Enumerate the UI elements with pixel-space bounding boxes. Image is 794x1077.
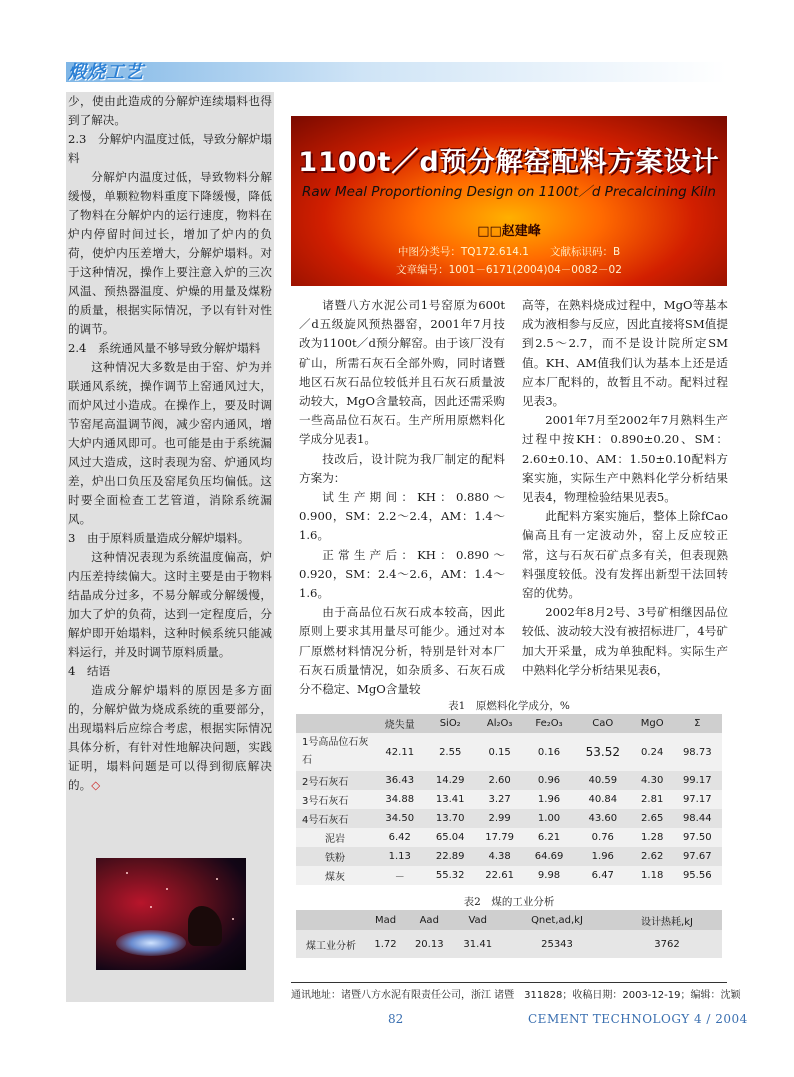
table-cell: 3762 [612,930,722,958]
table-header-cell: Fe₂O₃ [524,714,573,733]
sidebar-heading: 4 结语 [68,664,111,678]
sidebar-heading: 2.4 系统通风量不够导致分解炉塌料 [68,341,261,355]
table-cell: 泥岩 [296,828,374,847]
table-cell: 2.60 [475,771,524,790]
table-cell: 3号石灰石 [296,790,374,809]
table-cell: 1.00 [524,809,573,828]
table-cell: 13.70 [425,809,474,828]
table-row [296,847,722,866]
table-cell: 2.99 [475,809,524,828]
table-row [296,809,722,828]
table-cell: 2.62 [632,847,673,866]
table-cell: 20.13 [405,930,453,958]
table1 [296,714,722,885]
table-cell: 98.44 [673,809,722,828]
table-cell: 0.16 [524,733,573,771]
sidebar-heading: 3 由于原料质量造成分解炉塌料。 [68,531,250,545]
table-row [296,733,722,771]
table-cell: 43.60 [574,809,632,828]
table-cell: 0.24 [632,733,673,771]
table-cell: 1.28 [632,828,673,847]
star [166,888,168,890]
rock-silhouette [188,906,222,946]
table-cell: 6.42 [374,828,425,847]
body-paragraph: 2002年8月2号、3号矿相继因品位较低、波动较大没有被招标进厂，4号矿加大开采量，成为单独配料。实际生产中熟料化学分析结果见表6， [522,605,728,677]
table-cell: 2.65 [632,809,673,828]
star [150,906,152,908]
body-paragraph: 此配料方案实施后，整体上除fCao偏高且有一定波动外，窑上反应较正常，这与石灰石矿点多有关，但表现熟料强度较低。没有发挥出新型干法回转窑的优势。 [522,509,728,601]
table-cell: 煤灰 [296,866,374,885]
sidebar-paragraph [68,681,272,795]
table-cell: 95.56 [673,866,722,885]
table-cell: 55.32 [425,866,474,885]
decorative-photo [96,858,246,970]
table-row [296,866,722,885]
table-cell: 3.27 [475,790,524,809]
table-header-cell: Al₂O₃ [475,714,524,733]
sidebar-paragraph: 这种情况表现为系统温度偏高，炉内压差持续偏大。这时主要是由于物料结晶成分过多，不易分解或分解缓慢，加大了炉的负荷，达到一定程度后，分解炉即开始塌料，这种时候系统只能减料运行，并及时调节原料质量。 [68,550,272,659]
table-cell: 22.61 [475,866,524,885]
table-cell: 1.96 [524,790,573,809]
sidebar-paragraph: 分解炉内温度过低，导致物料分解缓慢，单颗粒物料重度下降缓慢，降低了物料在分解炉内的运行速度，物料在炉内停留时间过长，增加了炉内的负荷，使炉内压差增大，分解炉塌料。对于这种情况，操作上要注意入炉的三次风温、预热器温度、炉燥的用量及煤粉的质量，根据实际情况，予以有针对性的调节。 [68,170,272,336]
table-header-cell: Vad [454,910,503,930]
table-header-cell: MgO [632,714,673,733]
sidebar-paragraph: 少，使由此造成的分解炉连续塌料也得到了解决。 [68,94,272,127]
table-cell: 6.21 [524,828,573,847]
table-cell: 0.76 [574,828,632,847]
table-cell: 1.96 [574,847,632,866]
body-paragraph: 诸暨八方水泥公司1号窑原为600t／d五级旋风预热器窑，2001年7月技改为1100t／d预分解窑。由于该厂没有矿山，所需石灰石全部外购，同时诸暨地区石灰石品位较低并且石灰石质量波动较大，MgO含量较高，因此还需采购一些高品位石灰石。生产所用原燃料化学成分见表1。 [299,298,505,447]
end-mark-icon: ◇ [91,778,101,792]
article-title-banner [291,116,727,286]
table-cell: 4号石灰石 [296,809,374,828]
star [126,872,128,874]
table2-caption: 表2 煤的工业分析 [463,896,555,908]
table-row [296,930,722,958]
table-row [296,790,722,809]
table-cell: 2.55 [425,733,474,771]
table-cell: 1.72 [366,930,405,958]
table-cell: 98.73 [673,733,722,771]
table-cell: 53.52 [574,733,632,771]
table-cell: 煤工业分析 [296,930,366,958]
table-header-cell: Qnet,ad,kJ [502,910,612,930]
table-cell: 97.17 [673,790,722,809]
body-column-right [522,296,728,680]
table1-caption: 表1 原燃料化学成分，% [448,700,570,712]
table-cell: 4.38 [475,847,524,866]
table-cell: 0.96 [524,771,573,790]
article-title-cn: 1100t／d预分解窑配料方案设计 [298,147,720,178]
table-row [296,771,722,790]
journal-name: CEMENT TECHNOLOGY 4 / 2004 [528,1012,748,1026]
footnote-divider [291,982,727,983]
table-cell: 9.98 [524,866,573,885]
table-cell: 64.69 [524,847,573,866]
table-row [296,828,722,847]
sidebar-heading: 2.3 分解炉内温度过低，导致分解炉塌料 [68,132,272,165]
table-cell: 1.13 [374,847,425,866]
table-cell: 34.88 [374,790,425,809]
table-cell: 99.17 [673,771,722,790]
body-paragraph: 试生产期间：KH：0.880～0.900，SM：2.2～2.4，AM：1.4～1.6。 [299,490,505,543]
table-cell: 25343 [502,930,612,958]
table-cell: 65.04 [425,828,474,847]
body-paragraph: 技改后，设计院为我厂制定的配料方案为： [299,451,505,485]
table-header-cell [296,714,374,733]
footnote: 通讯地址：诸暨八方水泥有限责任公司，浙江 诸暨 311828；收稿日期：2003-12-19；编辑：沈颖 [291,990,741,1001]
sidebar-text [68,92,272,795]
table-header-cell: 烧失量 [374,714,425,733]
body-column-left [299,296,505,699]
table-cell: 17.79 [475,828,524,847]
section-header-bar [66,62,726,82]
table-cell: 13.41 [425,790,474,809]
table-header-cell: SiO₂ [425,714,474,733]
table-cell: 6.47 [574,866,632,885]
table-cell: 14.29 [425,771,474,790]
table-header-cell: CaO [574,714,632,733]
table-cell: 40.84 [574,790,632,809]
table-cell: 97.67 [673,847,722,866]
table-cell: 1号高品位石灰石 [296,733,374,771]
table-cell: 0.15 [475,733,524,771]
table2 [296,910,722,958]
table-header-cell: 设计热耗,kJ [612,910,722,930]
table-cell: 铁粉 [296,847,374,866]
table-cell: 2号石灰石 [296,771,374,790]
table-cell: 34.50 [374,809,425,828]
table-cell: 31.41 [454,930,503,958]
table-cell: 4.30 [632,771,673,790]
table-cell: 22.89 [425,847,474,866]
star [232,918,234,920]
table-header-row [296,714,722,733]
document-number: 文章编号：1001－6171(2004)04－0082－02 [396,264,622,276]
table-cell: 40.59 [574,771,632,790]
body-paragraph: 高等，在熟料烧成过程中，MgO等基本成为液相参与反应，因此直接将SM值提到2.5～2.7，而不是设计院所定SM值。KH、AM值我们认为基本上还是适应本厂配料的，故暂且不动。配料过程见表3。 [522,298,728,409]
table-header-cell [296,910,366,930]
article-title-en: Raw Meal Proportioning Design on 1100t／d Precalcining Kiln [302,184,716,200]
sidebar-paragraph: 这种情况大多数是由于窑、炉为并联通风系统，操作调节上窑通风过大，而炉风过小造成。在操作上，要及时调节窑尾高温调节阀，减少窑内通风，增大炉内通风即可。也可能是由于系统漏风过大造成，这时表现为窑、炉通风均差，炉出口负压及窑尾负压均偏低。这时要全面检查工艺管道，消除系统漏风。 [68,360,272,526]
classification-number: 中图分类号：TQ172.614.1 文献标识码：B [397,246,621,258]
table-header-row [296,910,722,930]
body-paragraph: 正常生产后：KH：0.890～0.920，SM：2.4～2.6，AM：1.4～1.6。 [299,547,505,601]
body-paragraph: 2001年7月至2002年7月熟料生产过程中按KH：0.890±0.20、SM：2.60±0.10、AM：1.50±0.10配料方案实施，实际生产中熟料化学分析结果见表4，物理检验结果见表5。 [522,413,728,505]
article-author: □□赵建峰 [477,224,541,239]
table-cell: 97.50 [673,828,722,847]
table-header-cell: Mad [366,910,405,930]
sidebar-conclusion: 造成分解炉塌料的原因是多方面的，分解炉做为烧成系统的重要部分，出现塌料后应综合考虑，根据实际情况具体分析，有针对性地解决问题，实践证明，塌料问题是可以得到彻底解决的。 [68,683,272,792]
page-number: 82 [388,1012,404,1026]
table-header-cell: Aad [405,910,453,930]
table-cell: 36.43 [374,771,425,790]
table-cell: － [374,866,425,885]
body-paragraph: 由于高品位石灰石成本较高，因此原则上要求其用量尽可能少。通过对本厂原燃材料情况分析，特别是针对本厂石灰石质量情况，如杂质多、石灰石成分不稳定、MgO含量较 [299,605,505,697]
section-title: 煅烧工艺 [68,62,144,83]
star [216,878,218,880]
table-cell: 1.18 [632,866,673,885]
table-cell: 42.11 [374,733,425,771]
table-header-cell: Σ [673,714,722,733]
light-glow [116,930,186,956]
table-cell: 2.81 [632,790,673,809]
